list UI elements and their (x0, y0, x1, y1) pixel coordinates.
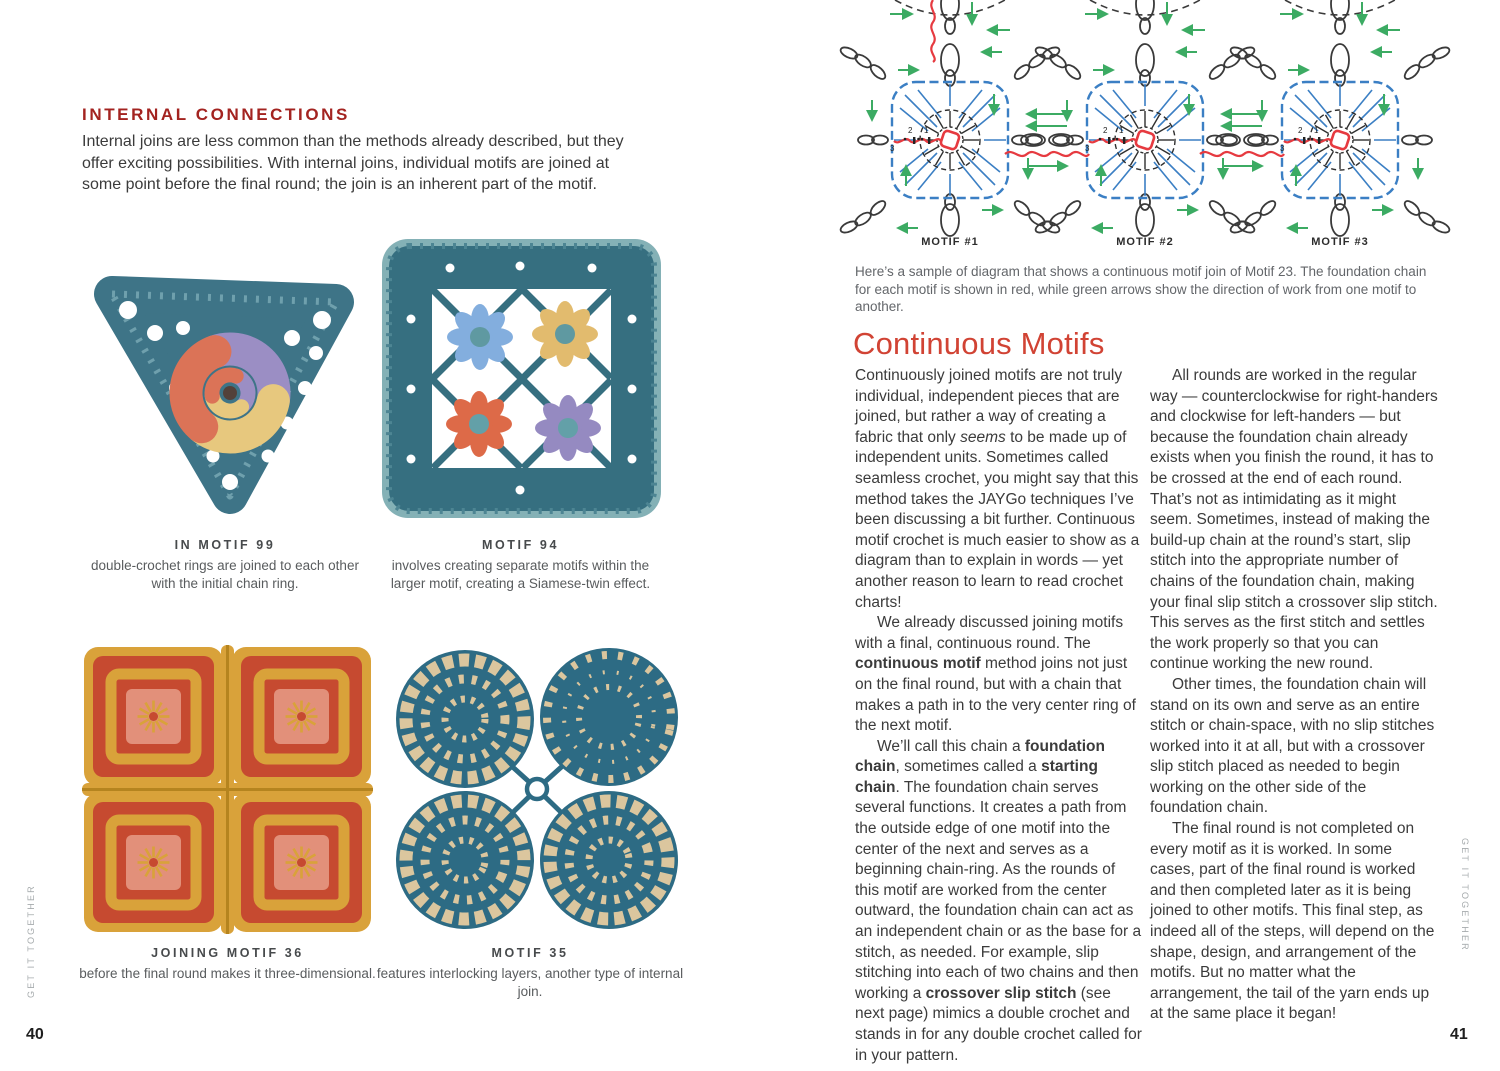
left-page-number: 40 (26, 1026, 44, 1043)
right-running-footer: GET IT TOGETHER (1460, 838, 1470, 952)
figure-title: MOTIF 94 (481, 538, 560, 552)
diagram-caption: Here’s a sample of diagram that shows a continuous motif join of Motif 23. The foundation chain for each motif is shown in red, while green arrows show the direction of work from one motif to another. (855, 264, 1427, 314)
continuous-motif-diagram: 3 (845, 0, 1440, 252)
diagram-motif-3-label: MOTIF #3 (1311, 236, 1369, 248)
figure-title: MOTIF 35 (491, 946, 569, 960)
figure-text: double-crochet rings are joined to each other with the initial chain ring. (91, 558, 359, 591)
lacy-circles-illustration (388, 643, 686, 936)
article-paragraph: All rounds are worked in the regular way — counterclockwise for right-handers and clockwise for left-handers — but because the foundation chain already exists when you finish the round, it has to be crossed at the end of each round. That’s not as intimidating as it might seem. Sometimes, instead of making the build-up chain at the round’s start, slip stitch into the appropriate number of chains of the foundation chain, making your final slip stitch a crossover slip stitch. This serves as the first stitch and settles the work properly so that you can continue working the new round. (1150, 367, 1438, 673)
figure-caption-joining-motif-36 (70, 946, 385, 983)
article-paragraph: Other times, the foundation chain will stand on its own and serve as an entire stitch or chain-space, with no slip stitches worked into it at all, but with a crossover slip stitch placed as needed to begin working on the other side of the foundation chain. (1150, 675, 1435, 817)
diagram-motif-2-label: MOTIF #2 (1116, 236, 1174, 248)
intro-paragraph: Internal joins are less common than the methods already described, but they offer exciting possibilities. With internal joins, individual motifs are joined at some point before the final round; the join is an inherent part of the motif. (82, 133, 624, 193)
right-page-number: 41 (1450, 1026, 1468, 1043)
article-title: Continuous Motifs (853, 326, 1105, 361)
photo-in-motif-99 (80, 238, 365, 520)
figure-text: before the final round makes it three-dimensional. (79, 966, 376, 981)
photo-joining-motif-36 (80, 643, 375, 936)
article-column-2 (1150, 366, 1440, 1025)
left-running-footer: GET IT TOGETHER (26, 884, 36, 998)
section-heading: INTERNAL CONNECTIONS (82, 105, 350, 124)
crochet-diagram (785, 0, 1440, 252)
figure-text: involves creating separate motifs within the larger motif, creating a Siamese-twin effect. (390, 558, 651, 591)
figure-caption-motif-94 (378, 538, 663, 593)
photo-motif-35 (388, 643, 686, 936)
red-squares-illustration (80, 643, 375, 936)
figure-title: IN MOTIF 99 (174, 538, 276, 552)
figure-title: JOINING MOTIF 36 (151, 946, 304, 960)
photo-motif-94 (380, 237, 663, 520)
triangle-motif-illustration (80, 238, 365, 520)
diagram-motif-1-label: MOTIF #1 (921, 236, 979, 248)
article-column-1 (855, 366, 1143, 1066)
figure-text: features interlocking layers, another type of internal join. (376, 966, 684, 999)
article-paragraph: We’ll call this chain a foundation chain, sometimes called a starting chain. The foundation chain serves several functions. It creates a path from the outside edge of one motif into the center of the next and serves as a beginning chain-ring. As the rounds of this motif are worked from the center outward, the foundation chain can act as an independent chain or as the base for a stitch, as needed. For example, slip stitching into each of two chains and then working a crossover slip stitch (see next page) mimics a double crochet and stands in for any double crochet called for in your pattern. (855, 737, 1142, 1064)
figure-caption-motif-35 (365, 946, 695, 1001)
article-paragraph: We already discussed joining motifs with a final, continuous round. The continuous motif method joins not just on the final round, but with a chain that makes a path in to the very center ring of the next motif. (855, 614, 1136, 735)
figure-caption-in-motif-99 (85, 538, 365, 593)
article-paragraph: Continuously joined motifs are not truly individual, independent pieces that are joined, but rather a way of creating a fabric that only seems to be made up of independent units. Sometimes called seamless crochet, you might say that this method takes the JAYGo techniques I’ve been discussing a bit further. Continuous motif crochet is much easier to show as a diagram than to explain in words — yet another reason to learn to read crochet charts! (855, 367, 1140, 611)
article-paragraph: The final round is not completed on every motif as it is worked. In some cases, part of the final round is worked and then completed later as it is being joined to other motifs. This final step, as indeed all of the steps, will depend on the shape, design, and arrangement of the motifs. But no matter what the arrangement, the tail of the yarn ends up at the same place it began! (1150, 820, 1435, 1023)
square-motif-illustration (380, 237, 663, 520)
